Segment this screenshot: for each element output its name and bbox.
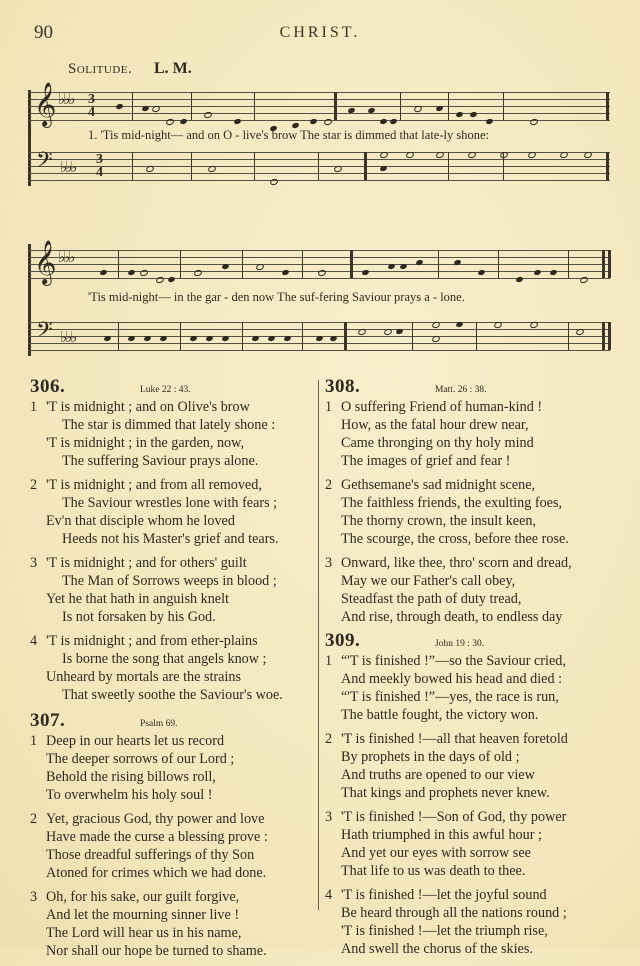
stanza-number: 1: [30, 733, 38, 749]
verse-line: Steadfast the path of duty tread,: [341, 591, 522, 607]
tune-meter: L. M.: [154, 60, 192, 77]
verse-line: Have made the curse a blessing prove :: [46, 829, 268, 845]
stanza-number: 3: [30, 555, 38, 571]
verse-line: Be heard through all the nations round ;: [341, 905, 567, 921]
scripture-reference: Matt. 26 : 38.: [435, 385, 487, 395]
hymn-number: 309.: [325, 630, 361, 651]
verse-line: The battle fought, the victory won.: [341, 707, 539, 723]
verse-line: May we our Father's call obey,: [341, 573, 516, 589]
treble-staff: [28, 240, 610, 284]
verse-line: The faithless friends, the exulting foes,: [341, 495, 563, 511]
running-head: CHRIST.: [279, 24, 361, 41]
verse-line: Oh, for his sake, our guilt forgive,: [46, 889, 240, 905]
stanza: [30, 554, 315, 626]
verse-line: 'T is midnight ; and on Olive's brow: [46, 399, 250, 415]
scripture-reference: Psalm 69.: [140, 719, 178, 729]
verse-line: 'T is midnight ; and from all removed,: [46, 477, 262, 493]
hymn-number: 307.: [30, 710, 66, 731]
left-column: [30, 378, 315, 966]
stanza-number: 2: [30, 477, 38, 493]
verse-line: And meekly bowed his head and died :: [341, 671, 563, 687]
time-signature: 3 4: [88, 92, 95, 120]
stanza-number: 3: [325, 809, 333, 825]
verse-line: 'T is finished !—let the joyful sound: [341, 887, 547, 903]
stanza: [30, 732, 315, 804]
verse-line: 'T is finished !—let the triumph rise,: [341, 923, 548, 939]
verse-line: Onward, like thee, thro' scorn and dread,: [341, 555, 572, 571]
verse-line: That kings and prophets never knew.: [341, 785, 550, 801]
verse-line: Ev'n that disciple whom he loved: [46, 513, 235, 529]
verse-line: By prophets in the days of old ;: [341, 749, 520, 765]
verse-line: The Man of Sorrows weeps in blood ;: [62, 573, 277, 589]
stanza: [325, 476, 625, 548]
hymn-308: [325, 378, 625, 626]
verse-line: To overwhelm his holy soul !: [46, 787, 213, 803]
stanza-number: 1: [30, 399, 38, 415]
verse-line: Those dreadful sufferings of thy Son: [46, 847, 255, 863]
stanza: [30, 632, 315, 704]
verse-line: And yet our eyes with sorrow see: [341, 845, 531, 861]
column-divider: [318, 380, 319, 910]
verse-line: The images of grief and fear !: [341, 453, 511, 469]
verse-line: 'T is midnight ; and from ether-plains: [46, 633, 258, 649]
verse-line: The deeper sorrows of our Lord ;: [46, 751, 235, 767]
treble-clef-icon: 𝄞: [34, 82, 57, 126]
verse-line: The suffering Saviour prays alone.: [62, 453, 259, 469]
key-signature-flats: ♭♭♭: [58, 248, 74, 266]
verse-line: And rise, through death, to endless day: [341, 609, 563, 625]
hymn-309: [325, 632, 625, 958]
stanza: [325, 730, 625, 802]
treble-staff: [28, 82, 610, 126]
music-system-1: [28, 82, 610, 188]
stanza-number: 3: [325, 555, 333, 571]
bass-staff: [28, 148, 610, 180]
stanza-number: 4: [30, 633, 38, 649]
verse-line: 'T is finished !—all that heaven foretold: [341, 731, 568, 747]
key-signature-flats: ♭♭♭: [60, 158, 76, 176]
system-1-lyric: 1. 'Tis mid-night— and on O - live's brow The star is dimmed that late-ly shone:: [88, 128, 489, 142]
verse-line: Heeds not his Master's grief and tears.: [62, 531, 279, 547]
music-system-2: [28, 242, 610, 362]
right-column: [325, 378, 625, 964]
tune-name: Solitude.: [68, 61, 133, 77]
verse-line: The star is dimmed that lately shone :: [62, 417, 276, 433]
verse-line: Yet, gracious God, thy power and love: [46, 811, 265, 827]
stanza-number: 3: [30, 889, 38, 905]
verse-line: And swell the chorus of the skies.: [341, 941, 533, 957]
treble-clef-icon: 𝄞: [34, 240, 57, 284]
key-signature-flats: ♭♭♭: [58, 90, 74, 108]
verse-line: The Saviour wrestles lone with fears ;: [62, 495, 278, 511]
bass-staff: [28, 318, 610, 350]
verse-line: O suffering Friend of human-kind !: [341, 399, 543, 415]
verse-line: And truths are opened to our view: [341, 767, 535, 783]
verse-line: “'T is finished !”—yes, the race is run,: [341, 689, 559, 705]
bass-clef-icon: 𝄢: [36, 148, 53, 178]
hymn-number: 308.: [325, 376, 361, 397]
stanza: [325, 652, 625, 724]
verse-line: Nor shall our hope be turned to shame.: [46, 943, 267, 959]
verse-line: “'T is finished !”—so the Saviour cried,: [341, 653, 566, 669]
stanza: [30, 398, 315, 470]
verse-line: The scourge, the cross, before thee rose.: [341, 531, 569, 547]
verse-line: That life to us was death to thee.: [341, 863, 526, 879]
stanza: [30, 810, 315, 882]
system-2-lyric: 'Tis mid-night— in the gar - den now The suf-fering Saviour prays a - lone.: [88, 290, 465, 304]
stanza: [325, 398, 625, 470]
verse-line: Hath triumphed in this awful hour ;: [341, 827, 542, 843]
verse-line: Behold the rising billows roll,: [46, 769, 216, 785]
stanza: [30, 888, 315, 960]
verse-line: The thorny crown, the insult keen,: [341, 513, 537, 529]
page-number: 90: [34, 22, 53, 43]
verse-line: 'T is midnight ; in the garden, now,: [46, 435, 245, 451]
stanza-number: 1: [325, 399, 333, 415]
hymn-307: [30, 712, 315, 960]
stanza: [325, 808, 625, 880]
verse-line: The Lord will hear us in his name,: [46, 925, 242, 941]
stanza-number: 2: [30, 811, 38, 827]
verse-line: Atoned for crimes which we had done.: [46, 865, 267, 881]
stanza: [325, 554, 625, 626]
verse-line: Deep in our hearts let us record: [46, 733, 225, 749]
verse-line: Is borne the song that angels know ;: [62, 651, 267, 667]
stanza-number: 2: [325, 731, 333, 747]
stanza: [30, 476, 315, 548]
scripture-reference: Luke 22 : 43.: [140, 385, 191, 395]
bass-clef-icon: 𝄢: [36, 318, 53, 348]
verse-line: 'T is midnight ; and for others' guilt: [46, 555, 247, 571]
verse-line: How, as the fatal hour drew near,: [341, 417, 529, 433]
tune-heading: [68, 60, 192, 78]
verse-line: And let the mourning sinner live !: [46, 907, 240, 923]
verse-line: Came thronging on thy holy mind: [341, 435, 534, 451]
stanza: [325, 886, 625, 958]
verse-line: Is not forsaken by his God.: [62, 609, 216, 625]
verse-line: Unheard by mortals are the strains: [46, 669, 242, 685]
key-signature-flats: ♭♭♭: [60, 328, 76, 346]
scripture-reference: John 19 : 30.: [435, 639, 485, 649]
time-signature: 3 4: [96, 152, 103, 180]
stanza-number: 1: [325, 653, 333, 669]
verse-line: That sweetly soothe the Saviour's woe.: [62, 687, 283, 703]
verse-line: 'T is finished !—Son of God, thy power: [341, 809, 567, 825]
verse-line: Gethsemane's sad midnight scene,: [341, 477, 536, 493]
stanza-number: 2: [325, 477, 333, 493]
hymn-number: 306.: [30, 376, 66, 397]
verse-line: Yet he that hath in anguish knelt: [46, 591, 229, 607]
stanza-number: 4: [325, 887, 333, 903]
hymn-306: [30, 378, 315, 704]
